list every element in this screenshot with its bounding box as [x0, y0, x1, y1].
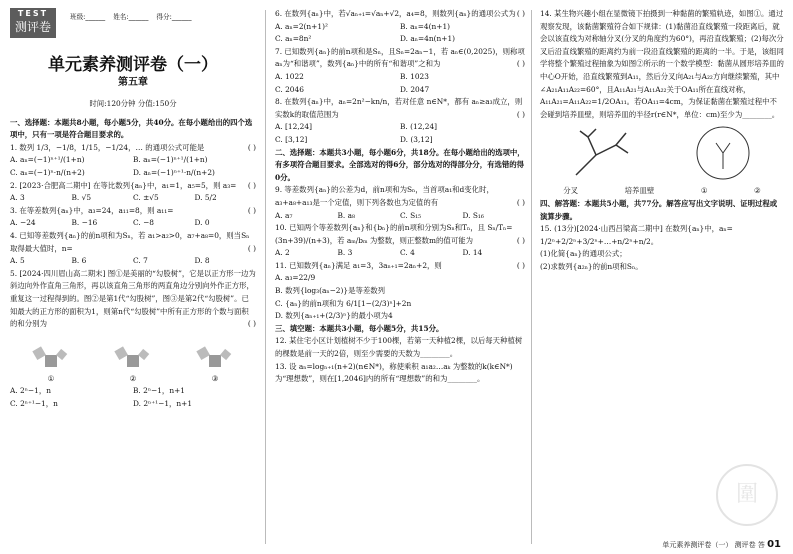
petri-dish-figure: [688, 125, 758, 181]
figure-label: 培养皿壁: [624, 186, 655, 196]
option-text: D. 2047: [400, 84, 430, 94]
option-text: C. [3,12]: [275, 134, 308, 144]
header-fields: 班级:______ 姓名:______ 得分:______: [70, 13, 192, 21]
answer-bracket: ( ): [516, 260, 525, 270]
option-text: D. 5/2: [194, 193, 217, 203]
question-text: 9. 等差数列{aₙ}的公差为d，前n项和为Sₙ，当首项a₁和d变化时，a₃+a₈+a₁₃是一个定值，则下列各数也为定值的有 ( ): [275, 184, 525, 209]
pythagoras-tree-figure: [21, 335, 81, 369]
option-text: B. 2ⁿ−1，n+1: [133, 386, 185, 396]
question-text: (1)化简{aₙ}的通项公式；: [540, 249, 627, 259]
question-text: 10. 已知两个等差数列{aₙ}和{bₙ}的前n项和分别为Sₙ和Tₙ，且 Sₙ/Tₙ=(3n+39)/(n+3)，若 aₘ/bₘ 为整数，则正整数m的值可能为 ( ): [275, 222, 525, 247]
answer-bracket: ( ): [247, 142, 256, 152]
option-row: [275, 247, 525, 260]
slime-branch-figure: [566, 125, 636, 181]
page-subtitle: 第五章: [118, 77, 148, 88]
question-text: 15. (13分)[2024·山西吕梁高二期中] 在数列{aₙ}中，aₙ= 1/2ⁿ+2/2ⁿ+3/2ⁿ+…+n/2ⁿ+n/2。: [540, 224, 733, 246]
page-title: 单元素养测评卷（一）: [48, 55, 218, 75]
question-text: 11. 已知数列{aₙ}满足 a₁=3，3aₙ₊₁=2aₙ+2，则 ( ): [275, 260, 525, 273]
column-1: [10, 8, 256, 410]
option-row: [10, 154, 256, 179]
option-text: B. a₈: [337, 210, 355, 220]
figure-label: ①: [47, 373, 55, 383]
figure-label: ②: [129, 373, 137, 383]
option-text: D. 8: [194, 256, 210, 266]
option-text: B. −16: [71, 218, 98, 228]
exam-meta: 时间:120分钟 分值:150分: [89, 99, 177, 108]
option-text: B. √5: [71, 193, 92, 203]
column-2: [275, 8, 525, 386]
section-heading: 三、填空题：本题共3小题，每小题5分，共15分。: [275, 323, 444, 333]
option-text: A. −24: [10, 218, 36, 228]
page-footer: 单元素养测评卷（一） 测评卷 答 01: [662, 539, 781, 550]
question-text: B. 数列{log₃(aₙ−2)}是等差数列: [275, 286, 386, 296]
figure-label: ③: [211, 373, 219, 383]
question-text: 6. 在数列{aₙ}中，若√aₙ₊₁=√aₙ+√2，a₄=8，则数列{aₙ}的通项公式为 ( ): [275, 8, 525, 21]
option-text: C. aₙ=(−1)ⁿ·n/(n+2): [10, 167, 85, 177]
option-text: A. [12,24]: [275, 122, 312, 132]
column-divider: [265, 10, 266, 544]
option-row: [275, 21, 525, 46]
answer-bracket: ( ): [516, 197, 525, 207]
option-text: C. 2ⁿ⁺¹−1，n: [10, 398, 58, 408]
option-text: D. aₙ=4n(n+1): [400, 34, 456, 44]
question-text: 7. 已知数列{aₙ}的前n项和是Sₙ，且Sₙ=2aₙ−1，若 aₙ∈(0,2025)，则称项aₙ为“和谐项”，数列{aₙ}中的所有“和谐项”之和为 ( ): [275, 46, 525, 71]
column-divider: [531, 10, 532, 544]
answer-bracket: ( ): [516, 109, 525, 119]
option-text: B. aₙ=(−1)ⁿ⁺¹/(1+n): [133, 155, 208, 165]
figure-label: ②: [754, 186, 761, 196]
section-heading: 一、选择题：本题共8小题，每小题5分，共40分。在每小题给出的四个选项中，只有一项是符合题目要求的。: [10, 117, 253, 140]
option-text: A. 2ⁿ−1，n: [10, 386, 51, 396]
option-text: D. 0: [194, 218, 210, 228]
figure-row: [540, 125, 784, 181]
option-row: [10, 385, 256, 410]
test-badge: TEST 测评卷: [10, 8, 56, 38]
question-text: 2. [2023·合肥高二期中] 在等比数列{aₙ}中，a₁=1，a₅=5，则 a₃= ( ): [10, 180, 256, 193]
option-text: C. 4: [400, 248, 415, 258]
question-text: C. {aₙ}的前n项和为 6/1[1−(2/3)ⁿ]+2n: [275, 298, 412, 308]
option-row: [10, 192, 256, 205]
option-row: [10, 255, 256, 268]
option-text: B. (12,24]: [400, 122, 438, 132]
option-text: C. −8: [133, 218, 154, 228]
answer-bracket: ( ): [247, 180, 256, 190]
option-text: D. 14: [462, 248, 483, 258]
answer-bracket: ( ): [516, 59, 525, 69]
pythagoras-tree-figure: [185, 335, 245, 369]
option-text: A. 5: [10, 256, 25, 266]
figure-label: ①: [700, 186, 708, 196]
section-heading: 二、选择题：本题共3小题，每小题6分，共18分。在每小题给出的选项中，有多项符合题目要求。全部选对的得6分，部分选对的得部分分，有选错的得0分。: [275, 147, 525, 182]
figure-label: 分叉: [563, 186, 579, 196]
question-text: A. a₃=22/9: [275, 273, 316, 283]
watermark-seal: 圍: [716, 464, 778, 526]
question-text: 12. 某住宅小区计划植树不少于100棵，若第一天种植2棵，以后每天种植树的棵数是前一天的2倍，则至少需要的天数为________。: [275, 336, 523, 359]
answer-bracket: ( ): [516, 235, 525, 245]
option-row: [275, 121, 525, 146]
option-text: A. a₇: [275, 210, 293, 220]
option-text: A. 1022: [275, 71, 304, 81]
section-heading: 四、解答题：本题共5小题，共77分。解答应写出文字说明、证明过程或演算步骤。: [540, 198, 778, 221]
option-text: D. (3,12]: [400, 134, 433, 144]
option-text: B. 3: [337, 248, 353, 258]
option-text: B. aₙ=4(n+1): [400, 21, 451, 31]
option-row: [275, 71, 525, 96]
option-text: C. S₁₅: [400, 210, 422, 220]
option-text: A. 3: [10, 193, 25, 203]
figure-labels: [10, 373, 256, 386]
option-text: A. aₙ=2(n+1)²: [275, 21, 328, 31]
question-text: 14. 某生物兴趣小组在显微镜下拍摄到一种黏菌的繁殖轨迹，如图①。通过观察发现，该黏菌繁殖符合如下规律：(1)黏菌沿直线繁殖一段距离后，就会以该直线为对称轴分叉(分叉的角度约为60°)，再沿直线繁殖；(2)每次分叉后沿直线繁殖的距离约为前一段沿直线繁殖的距离的一半。于是，该组同学将整个繁殖过程抽象为如图②所示的一个数学模型：黏菌从圆形培养皿的中心O开始，沿直线繁殖到A₁₁，然后分叉向A₂₁与A₂₂方向继续繁殖，其中∠A₂₁A₁₁A₂₂=60°，且A₁₁A₂₁与A₁₁A₂₂关于OA₁₁所在直线对称，A₁₁A₂₁=A₁₁A₂₂=1/2OA₁₁。若OA₁₁=4cm，为保证黏菌在繁殖过程中不会碰到培养皿壁，则培养皿的半径r(r∈N*，单位：cm)至少为________。: [540, 9, 784, 119]
answer-bracket: ( ): [247, 319, 256, 329]
figure-labels: [540, 185, 784, 198]
column-3: [540, 8, 784, 274]
pythagoras-tree-figure: [103, 335, 163, 369]
answer-bracket: ( ): [247, 205, 256, 215]
option-text: A. aₙ=(−1)ⁿ⁺¹/(1+n): [10, 155, 85, 165]
option-text: D. 2ⁿ⁺¹−1，n+1: [133, 398, 193, 408]
option-text: C. ±√5: [133, 193, 159, 203]
question-text: D. 数列{aₙ₊₁+(2/3)ⁿ}的最小项为4: [275, 311, 393, 321]
answer-bracket: ( ): [247, 243, 256, 253]
option-text: B. 6: [71, 256, 87, 266]
option-text: D. S₁₆: [462, 210, 484, 220]
question-text: 13. 设 aₙ=logₙ₊₁(n+2)(n∈N*)，称使乘积 a₁a₂…aₖ 为整数的k(k∈N*)为“理想数”，则在[1,2046]内的所有“理想数”的和为________。: [275, 361, 513, 384]
question-text: 3. 在等差数列{aₙ}中，a₃=24，a₁₁=8，则 a₁₁= ( ): [10, 205, 256, 218]
question-text: 4. 已知等差数列{aₙ}的前n项和为Sₙ，若 a₁>a₂>0，a₇+a₈=0，则当Sₙ取得最大值时，n= ( ): [10, 230, 256, 255]
option-row: [10, 217, 256, 230]
option-row: [275, 210, 525, 223]
question-text: (2)求数列{a₂ₙ}的前n项和Sₙ。: [540, 261, 643, 271]
option-text: A. 2: [275, 248, 290, 258]
answer-bracket: ( ): [516, 9, 525, 18]
option-text: B. 1023: [400, 71, 429, 81]
option-text: C. 7: [133, 256, 148, 266]
question-text: 5. [2024·四川眉山高二期末] 图①是美丽的“勾股树”，它是以正方形一边为斜边向外作直角三角形，再以该直角三角形的两直角边分别向外作正方形，重复这一过程得到的。图②是第1代“勾股树”，图③是第2代“勾股树”。已知最大的正方形的面积为1，则第n代“勾股树”中所有正方形的个数与面积的和分别为 ( ): [10, 268, 256, 331]
option-text: C. 2046: [275, 84, 304, 94]
figure-row: [10, 335, 256, 369]
question-text: 1. 数列 1/3，−1/8，1/15，−1/24，… 的通项公式可能是 ( ): [10, 142, 256, 155]
question-text: 8. 在数列{aₙ}中，aₙ=2n²−kn/n，若对任意 n∈N*，都有 aₙ≥a₃成立，则实数k的取值范围为 ( ): [275, 96, 525, 121]
option-text: D. aₙ=(−1)ⁿ⁺¹·n/(n+2): [133, 167, 215, 177]
option-text: C. aₙ=8n²: [275, 34, 312, 44]
